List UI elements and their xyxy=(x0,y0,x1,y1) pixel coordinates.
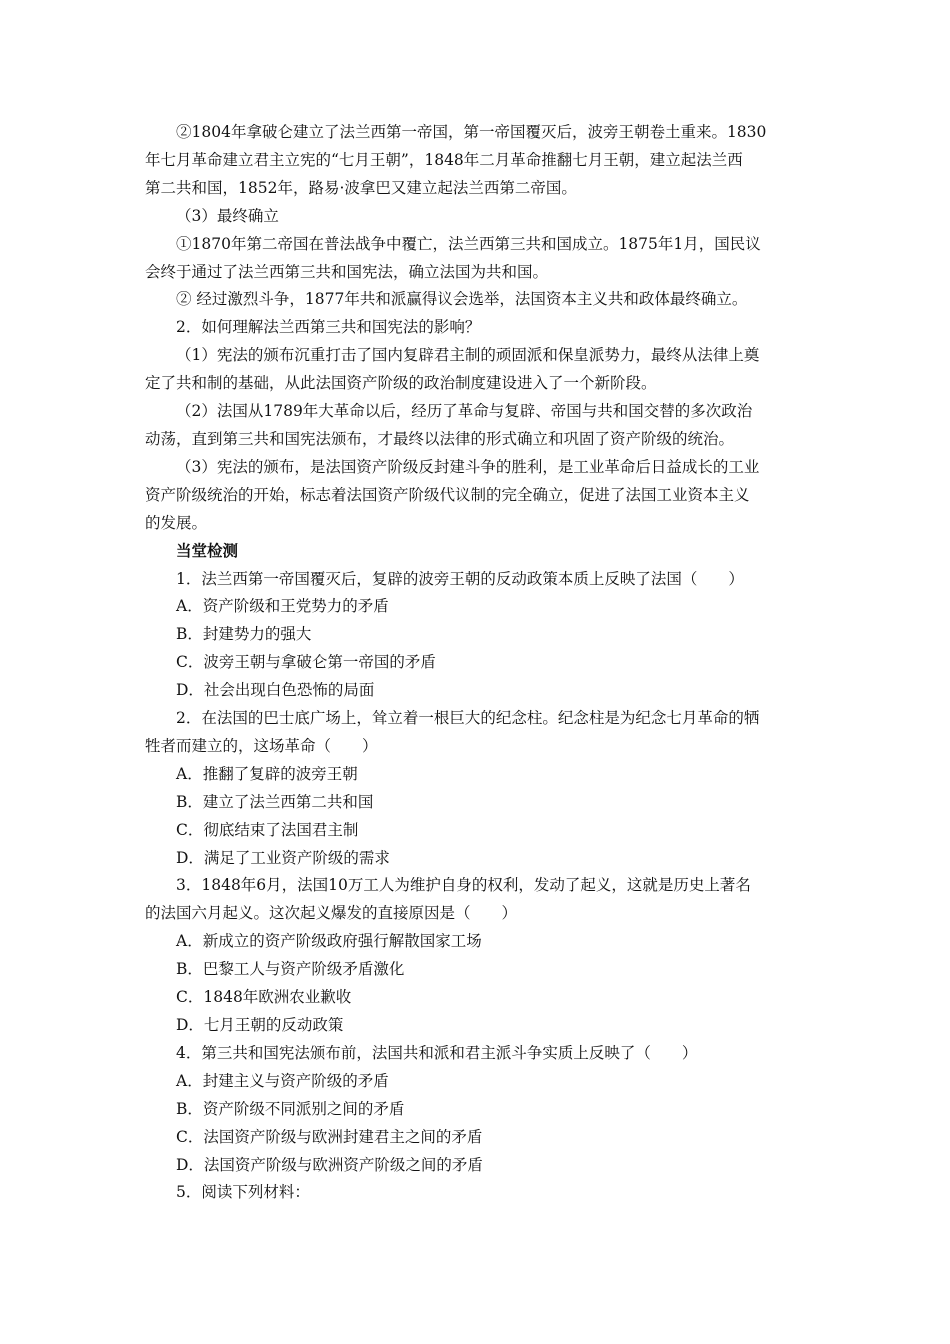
text-line: （1）宪法的颁布沉重打击了国内复辟君主制的顽固派和保皇派势力，最终从法律上奠 xyxy=(176,346,760,365)
question-stem-continued: 牲者而建立的，这场革命（ ） xyxy=(145,736,378,755)
quiz-question-1 xyxy=(145,566,807,706)
option-a: A．推翻了复辟的波旁王朝 xyxy=(176,764,358,783)
question-stem: 4．第三共和国宪法颁布前，法国共和派和君主派斗争实质上反映了（ ） xyxy=(176,1043,698,1062)
text-line: 年七月革命建立君主立宪的“七月王朝”，1848年二月革命推翻七月王朝，建立起法兰西 xyxy=(145,150,743,169)
option-c: C．1848年欧洲农业歉收 xyxy=(176,988,352,1007)
question-stem: 1．法兰西第一帝国覆灭后，复辟的波旁王朝的反动政策本质上反映了法国（ ） xyxy=(176,569,744,588)
quiz-question-5 xyxy=(145,1179,807,1207)
text-line: 第二共和国，1852年，路易·波拿巴又建立起法兰西第二帝国。 xyxy=(145,178,577,197)
text-line: 资产阶级统治的开始，标志着法国资产阶级代议制的完全确立，促进了法国工业资本主义 xyxy=(145,485,750,504)
option-d: D．社会出现白色恐怖的局面 xyxy=(176,681,375,700)
option-a: A．封建主义与资产阶级的矛盾 xyxy=(176,1071,389,1090)
option-b: B．建立了法兰西第二共和国 xyxy=(176,792,374,811)
option-c: C．彻底结束了法国君主制 xyxy=(176,820,359,839)
question-stem-continued: 的法国六月起义。这次起义爆发的直接原因是（ ） xyxy=(145,904,518,923)
quiz-heading: 当堂检测 xyxy=(176,541,239,560)
paragraph-first-empire xyxy=(145,119,807,203)
text-line: （3）宪法的颁布，是法国资产阶级反封建斗争的胜利，是工业革命后日益成长的工业 xyxy=(176,457,760,476)
question-stem: 5．阅读下列材料： xyxy=(176,1183,310,1202)
document-page xyxy=(145,119,807,1207)
paragraph-third-republic xyxy=(145,231,807,287)
text-line: 的发展。 xyxy=(145,513,208,532)
option-c: C．法国资产阶级与欧洲封建君主之间的矛盾 xyxy=(176,1127,483,1146)
question-stem: 2．在法国的巴士底广场上，耸立着一根巨大的纪念柱。纪念柱是为纪念七月革命的牺 xyxy=(176,709,760,728)
answer-point-2 xyxy=(145,398,807,454)
option-b: B．巴黎工人与资产阶级矛盾激化 xyxy=(176,960,405,979)
text-line: 会终于通过了法兰西第三共和国宪法，确立法国为共和国。 xyxy=(145,262,549,281)
option-d: D．七月王朝的反动政策 xyxy=(176,1016,344,1034)
text-line: ①1870年第二帝国在普法战争中覆亡，法兰西第三共和国成立。1875年1月，国民议 xyxy=(176,234,761,253)
answer-point-3 xyxy=(145,454,807,538)
paragraph-final-establishment: ② 经过激烈斗争，1877年共和派赢得议会选举，法国资本主义共和政体最终确立。 xyxy=(176,290,748,309)
question-stem: 3．1848年6月，法国10万工人为维护自身的权利，发动了起义，这就是历史上著名 xyxy=(176,876,751,895)
quiz-question-2 xyxy=(145,705,807,872)
quiz-question-4 xyxy=(145,1040,807,1180)
text-line: 定了共和制的基础，从此法国资产阶级的政治制度建设进入了一个新阶段。 xyxy=(145,374,657,393)
option-b: B．资产阶级不同派别之间的矛盾 xyxy=(176,1099,405,1118)
option-a: A．新成立的资产阶级政府强行解散国家工场 xyxy=(176,932,482,951)
answer-point-1 xyxy=(145,342,807,398)
option-c: C．波旁王朝与拿破仑第一帝国的矛盾 xyxy=(176,653,436,672)
option-a: A．资产阶级和王党势力的矛盾 xyxy=(176,597,389,616)
question-title: 2．如何理解法兰西第三共和国宪法的影响？ xyxy=(176,318,481,337)
subsection-title: （3）最终确立 xyxy=(176,206,279,225)
quiz-question-3 xyxy=(145,872,807,1039)
option-b: B．封建势力的强大 xyxy=(176,625,312,644)
option-d: D．满足了工业资产阶级的需求 xyxy=(176,848,390,867)
text-line: 动荡，直到第三共和国宪法颁布，才最终以法律的形式确立和巩固了资产阶级的统治。 xyxy=(145,429,735,448)
text-line: ②1804年拿破仑建立了法兰西第一帝国，第一帝国覆灭后，波旁王朝卷土重来。1830 xyxy=(176,123,767,141)
text-line: （2）法国从1789年大革命以后，经历了革命与复辟、帝国与共和国交替的多次政治 xyxy=(176,402,753,421)
option-d: D．法国资产阶级与欧洲资产阶级之间的矛盾 xyxy=(176,1155,483,1174)
